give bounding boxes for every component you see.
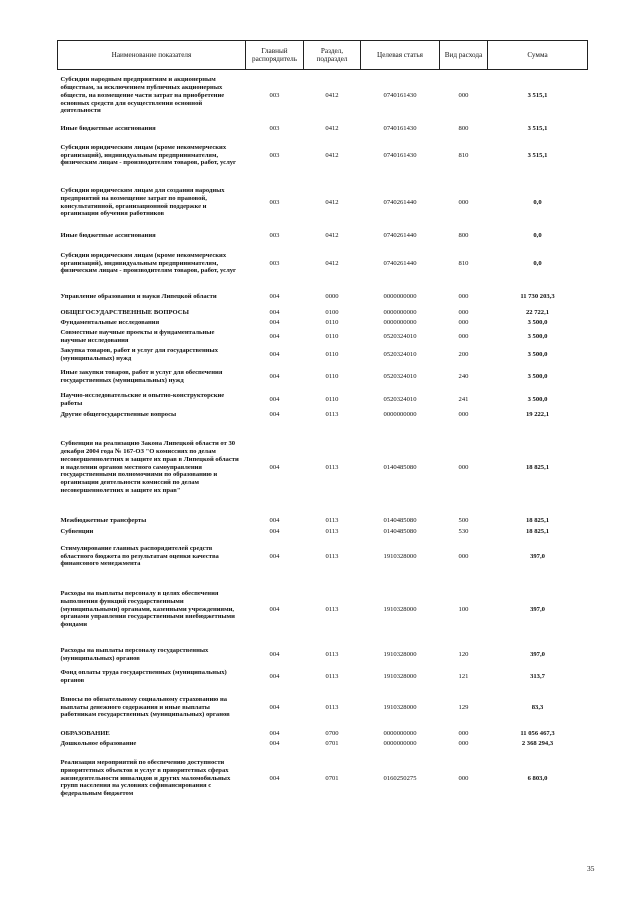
row-chief-administrator: 004 bbox=[269, 774, 280, 782]
row-section: 0113 bbox=[325, 517, 339, 525]
row-amount: 397,0 bbox=[530, 605, 545, 613]
row-expense-type: 000 bbox=[458, 463, 469, 471]
row-amount: 3 500,0 bbox=[527, 350, 548, 358]
row-name: Взносы по обязательному социальному страхованию на выплаты денежного содержания и иные выплаты работникам государственных (муниципальных) органов bbox=[60, 695, 230, 719]
row-expense-type: 810 bbox=[458, 259, 469, 267]
row-target-item: 0000000000 bbox=[383, 292, 417, 300]
row-amount: 3 515,1 bbox=[527, 124, 548, 132]
row-section: 0412 bbox=[325, 259, 339, 267]
table-row bbox=[58, 410, 588, 420]
row-section: 0700 bbox=[325, 729, 339, 737]
row-name: Реализация мероприятий по обеспечению доступности приоритетных объектов и услуг в приоритетных сферах жизнедеятельности инвалидов и других маломобильных групп населения на условиях софинансирования с федеральным бюджетом bbox=[60, 759, 231, 798]
table-row bbox=[58, 739, 588, 749]
row-amount: 3 500,0 bbox=[527, 318, 548, 326]
row-chief-administrator: 004 bbox=[269, 672, 280, 680]
row-amount: 6 803,0 bbox=[527, 774, 548, 782]
row-name: Субвенции bbox=[60, 527, 94, 535]
row-amount: 0,0 bbox=[533, 198, 542, 206]
row-chief-administrator: 004 bbox=[269, 605, 280, 613]
table-row bbox=[58, 527, 588, 537]
header-indicator-name: Наименование показателя bbox=[58, 41, 246, 70]
row-name: Расходы на выплаты персоналу в целях обеспечения выполнения функций государственными (муниципальными) органами, казенными учреждениями, органами управления государственными внебюджетными фондами bbox=[60, 590, 235, 629]
row-name: ОБЩЕГОСУДАРСТВЕННЫЕ ВОПРОСЫ bbox=[60, 308, 189, 316]
row-section: 0110 bbox=[325, 332, 339, 340]
row-chief-administrator: 004 bbox=[269, 292, 280, 300]
row-chief-administrator: 004 bbox=[269, 650, 280, 658]
row-section: 0113 bbox=[325, 552, 339, 560]
row-chief-administrator: 004 bbox=[269, 527, 280, 535]
row-chief-administrator: 004 bbox=[269, 372, 280, 380]
row-amount: 313,7 bbox=[530, 672, 545, 680]
table-row bbox=[58, 420, 588, 516]
header-expense-type: Вид расхода bbox=[440, 41, 488, 70]
row-name: Дошкольное образование bbox=[60, 739, 137, 747]
row-section: 0412 bbox=[325, 91, 339, 99]
row-target-item: 1910328000 bbox=[383, 703, 417, 711]
row-amount: 3 500,0 bbox=[527, 395, 548, 403]
table-row bbox=[58, 667, 588, 687]
table-row bbox=[58, 286, 588, 308]
table-row bbox=[58, 687, 588, 729]
row-name: Субсидии юридическим лицам (кроме некоммерческих организаций), индивидуальным предпринимателям, физическим лицам - производителям товаров, работ, услуг bbox=[60, 251, 237, 275]
row-chief-administrator: 004 bbox=[269, 517, 280, 525]
row-amount: 11 056 467,3 bbox=[520, 729, 555, 737]
page-number: 35 bbox=[587, 864, 595, 873]
row-section: 0412 bbox=[325, 198, 339, 206]
row-expense-type: 500 bbox=[458, 517, 469, 525]
row-name: Иные бюджетные ассигнования bbox=[60, 231, 156, 239]
header-chief-administrator: Главный распорядитель bbox=[246, 41, 304, 70]
budget-table bbox=[57, 40, 588, 809]
row-target-item: 1910328000 bbox=[383, 672, 417, 680]
header-target-item: Целевая статья bbox=[361, 41, 440, 70]
row-amount: 3 500,0 bbox=[527, 372, 548, 380]
budget-table-sheet bbox=[57, 40, 587, 809]
row-expense-type: 810 bbox=[458, 151, 469, 159]
row-chief-administrator: 003 bbox=[269, 259, 280, 267]
row-chief-administrator: 003 bbox=[269, 124, 280, 132]
row-target-item: 1910328000 bbox=[383, 605, 417, 613]
row-target-item: 0520324010 bbox=[383, 395, 417, 403]
row-chief-administrator: 004 bbox=[269, 552, 280, 560]
row-target-item: 0000000000 bbox=[383, 318, 417, 326]
row-expense-type: 000 bbox=[458, 332, 469, 340]
row-chief-administrator: 003 bbox=[269, 151, 280, 159]
row-expense-type: 000 bbox=[458, 739, 469, 747]
row-target-item: 0740161430 bbox=[383, 151, 417, 159]
table-row bbox=[58, 643, 588, 667]
row-name: Научно-исследовательские и опытно-конструкторские работы bbox=[60, 391, 225, 407]
row-expense-type: 000 bbox=[458, 292, 469, 300]
row-section: 0113 bbox=[325, 703, 339, 711]
row-name: Субсидии юридическим лицам для создания народных предприятий на возмещение затрат по правовой, консультативной, организационной поддержке и организации обучения работников bbox=[60, 186, 225, 218]
row-section: 0701 bbox=[325, 739, 339, 747]
row-name: Субсидии юридическим лицам (кроме некоммерческих организаций), индивидуальным предпринимателям, физическим лицам - производителям товаров, работ, услуг bbox=[60, 143, 237, 167]
row-chief-administrator: 004 bbox=[269, 739, 280, 747]
row-section: 0412 bbox=[325, 124, 339, 132]
table-body bbox=[58, 70, 588, 809]
row-amount: 18 825,1 bbox=[525, 527, 550, 535]
row-expense-type: 000 bbox=[458, 410, 469, 418]
table-row bbox=[58, 516, 588, 527]
table-row bbox=[58, 136, 588, 176]
row-name: Фундаментальные исследования bbox=[60, 318, 160, 326]
row-section: 0110 bbox=[325, 395, 339, 403]
row-target-item: 0160250275 bbox=[383, 774, 417, 782]
row-expense-type: 530 bbox=[458, 527, 469, 535]
row-chief-administrator: 004 bbox=[269, 350, 280, 358]
row-target-item: 0000000000 bbox=[383, 410, 417, 418]
row-amount: 0,0 bbox=[533, 231, 542, 239]
table-row bbox=[58, 122, 588, 136]
row-target-item: 0000000000 bbox=[383, 739, 417, 747]
row-name: Совместные научные проекты и фундаментальные научные исследования bbox=[60, 328, 215, 344]
row-target-item: 0000000000 bbox=[383, 308, 417, 316]
row-expense-type: 129 bbox=[458, 703, 469, 711]
row-name: Межбюджетные трансферты bbox=[60, 517, 147, 525]
row-amount: 0,0 bbox=[533, 259, 542, 267]
row-expense-type: 200 bbox=[458, 350, 469, 358]
row-name: Стимулирование главных распорядителей средств областного бюджета по результатам оценки качества финансового менеджмента bbox=[60, 544, 219, 568]
row-expense-type: 100 bbox=[458, 605, 469, 613]
row-section: 0412 bbox=[325, 231, 339, 239]
row-expense-type: 121 bbox=[458, 672, 469, 680]
row-chief-administrator: 004 bbox=[269, 318, 280, 326]
table-row bbox=[58, 70, 588, 122]
row-expense-type: 800 bbox=[458, 231, 469, 239]
table-row bbox=[58, 537, 588, 577]
header-amount: Сумма bbox=[488, 41, 588, 70]
row-chief-administrator: 004 bbox=[269, 332, 280, 340]
row-expense-type: 000 bbox=[458, 318, 469, 326]
row-amount: 18 825,1 bbox=[525, 463, 550, 471]
row-chief-administrator: 004 bbox=[269, 410, 280, 418]
row-section: 0110 bbox=[325, 350, 339, 358]
table-row bbox=[58, 364, 588, 390]
row-amount: 3 500,0 bbox=[527, 332, 548, 340]
row-expense-type: 000 bbox=[458, 198, 469, 206]
row-chief-administrator: 003 bbox=[269, 91, 280, 99]
row-chief-administrator: 004 bbox=[269, 703, 280, 711]
row-target-item: 0740161430 bbox=[383, 91, 417, 99]
row-chief-administrator: 004 bbox=[269, 729, 280, 737]
row-section: 0110 bbox=[325, 318, 339, 326]
table-row bbox=[58, 308, 588, 318]
table-row bbox=[58, 577, 588, 643]
row-amount: 3 515,1 bbox=[527, 151, 548, 159]
row-section: 0100 bbox=[325, 308, 339, 316]
table-header-row bbox=[58, 41, 588, 70]
row-amount: 397,0 bbox=[530, 650, 545, 658]
row-section: 0113 bbox=[325, 650, 339, 658]
row-amount: 2 368 294,3 bbox=[521, 739, 554, 747]
row-expense-type: 241 bbox=[458, 395, 469, 403]
row-amount: 18 825,1 bbox=[525, 517, 550, 525]
row-name: Субвенция на реализацию Закона Липецкой области от 30 декабря 2004 года № 167-ОЗ "О комиссиях по делам несовершеннолетних и защите их прав в Липецкой области и наделении органов местного самоуправления государственными полномочиями по образованию и организации деятельности комиссий по делам несовершеннолетних и защите их прав" bbox=[60, 440, 239, 494]
row-target-item: 0740261440 bbox=[383, 259, 417, 267]
table-row bbox=[58, 242, 588, 286]
row-chief-administrator: 004 bbox=[269, 463, 280, 471]
row-chief-administrator: 003 bbox=[269, 231, 280, 239]
row-target-item: 0520324010 bbox=[383, 372, 417, 380]
row-section: 0701 bbox=[325, 774, 339, 782]
row-amount: 3 515,1 bbox=[527, 91, 548, 99]
row-name: Расходы на выплаты персоналу государственных (муниципальных) органов bbox=[60, 646, 209, 662]
row-name: Иные бюджетные ассигнования bbox=[60, 124, 156, 132]
row-expense-type: 120 bbox=[458, 650, 469, 658]
table-row bbox=[58, 346, 588, 364]
row-expense-type: 800 bbox=[458, 124, 469, 132]
table-row bbox=[58, 729, 588, 739]
row-amount: 397,0 bbox=[530, 552, 545, 560]
row-chief-administrator: 004 bbox=[269, 395, 280, 403]
row-amount: 11 730 203,3 bbox=[520, 292, 555, 300]
row-section: 0113 bbox=[325, 463, 339, 471]
row-chief-administrator: 004 bbox=[269, 308, 280, 316]
row-section: 0113 bbox=[325, 527, 339, 535]
table-row bbox=[58, 230, 588, 242]
header-section: Раздел, подраздел bbox=[304, 41, 361, 70]
row-target-item: 1910328000 bbox=[383, 552, 417, 560]
row-amount: 19 222,1 bbox=[525, 410, 550, 418]
row-section: 0113 bbox=[325, 672, 339, 680]
row-name: Закупка товаров, работ и услуг для государственных (муниципальных) нужд bbox=[60, 346, 218, 362]
table-row bbox=[58, 390, 588, 410]
row-name: Управление образования и науки Липецкой области bbox=[60, 292, 217, 300]
row-expense-type: 000 bbox=[458, 729, 469, 737]
row-target-item: 0140485080 bbox=[383, 517, 417, 525]
row-target-item: 0520324010 bbox=[383, 350, 417, 358]
row-target-item: 0740261440 bbox=[383, 231, 417, 239]
row-section: 0110 bbox=[325, 372, 339, 380]
row-name: Другие общегосударственные вопросы bbox=[60, 410, 177, 418]
table-row bbox=[58, 328, 588, 346]
row-expense-type: 000 bbox=[458, 774, 469, 782]
row-name: Иные закупки товаров, работ и услуг для обеспечения государственных (муниципальных) нужд bbox=[60, 368, 223, 384]
row-expense-type: 240 bbox=[458, 372, 469, 380]
row-section: 0412 bbox=[325, 151, 339, 159]
row-target-item: 0000000000 bbox=[383, 729, 417, 737]
row-expense-type: 000 bbox=[458, 91, 469, 99]
row-chief-administrator: 003 bbox=[269, 198, 280, 206]
row-target-item: 1910328000 bbox=[383, 650, 417, 658]
row-name: Фонд оплаты труда государственных (муниципальных) органов bbox=[60, 668, 227, 684]
table-row bbox=[58, 749, 588, 809]
row-name: Субсидии народным предприятиям и акционерным обществам, за исключением публичных акционерных обществ, на возмещение части затрат на приобретение основных средств для осуществления основной деятельности bbox=[60, 76, 225, 115]
row-target-item: 0520324010 bbox=[383, 332, 417, 340]
row-section: 0113 bbox=[325, 605, 339, 613]
row-target-item: 0740161430 bbox=[383, 124, 417, 132]
row-amount: 83,3 bbox=[531, 703, 544, 711]
row-name: ОБРАЗОВАНИЕ bbox=[60, 729, 110, 737]
row-amount: 22 722,1 bbox=[525, 308, 550, 316]
row-target-item: 0140485080 bbox=[383, 527, 417, 535]
row-target-item: 0140485080 bbox=[383, 463, 417, 471]
table-row bbox=[58, 318, 588, 328]
row-expense-type: 000 bbox=[458, 308, 469, 316]
row-section: 0113 bbox=[325, 410, 339, 418]
row-section: 0000 bbox=[325, 292, 339, 300]
row-expense-type: 000 bbox=[458, 552, 469, 560]
table-row bbox=[58, 176, 588, 230]
row-target-item: 0740261440 bbox=[383, 198, 417, 206]
